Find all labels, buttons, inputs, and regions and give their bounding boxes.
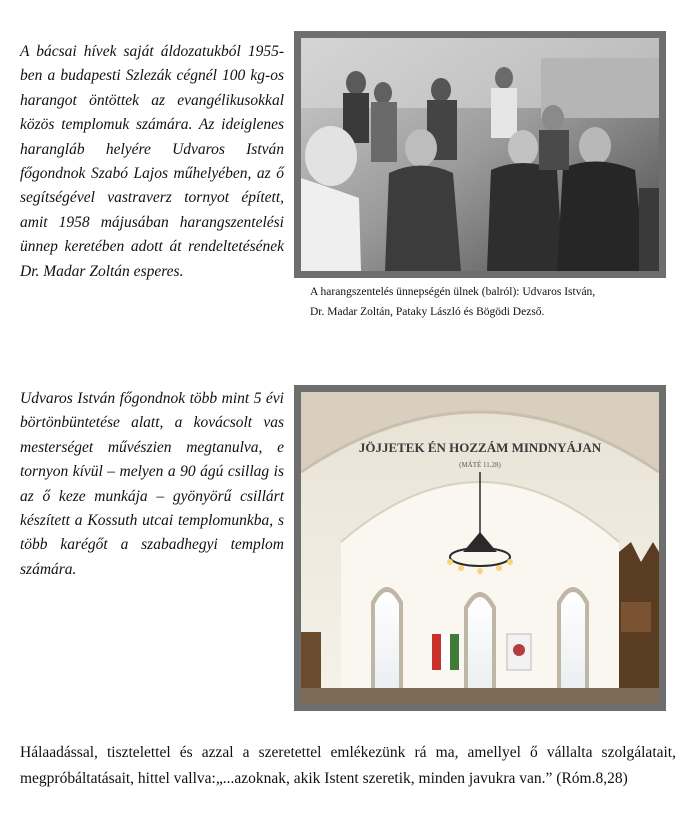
- arch-inscription: JÖJJETEK ÉN HOZZÁM MINDNYÁJAN: [358, 440, 602, 455]
- arch-reference: (MÁTÉ 11.28): [459, 461, 501, 469]
- photo-church-interior-image: [301, 392, 659, 704]
- paragraph-closing-remembrance: Hálaadással, tisztelettel és azzal a szeretettel emlékezünk rá ma, amellyel ő vállalta szolgálatait, megpróbáltatásait, hittel vallva:„...azoknak, akik Istent szeretik, minden javukra van.” (Róm.8,28): [20, 744, 676, 787]
- photo-bell-consecration: [294, 31, 666, 278]
- photo-church-interior: [294, 385, 666, 711]
- photo-caption: [310, 282, 670, 322]
- paragraph-bell-history: A bácsai hívek saját áldozatukból 1955-ben a budapesti Szlezák cégnél 100 kg-os harangot öntöttek az evangélikusokkal közös templomuk számára. Az ideiglenes harangláb helyére Udvaros István főgondnok Szabó Lajos műhelyében, az ő segítségével vastraverz tornyot épített, amit 1958 májusában harangszentelési ünnep keretében adott át rendeltetésének Dr. Madar Zoltán esperes.: [20, 43, 284, 280]
- photo-bell-consecration-image: [301, 38, 659, 271]
- paragraph-blacksmith-work: Udvaros István főgondnok több mint 5 évi börtönbüntetése alatt, a kovácsolt vas mesterséget művészien megtanulva, e tornyon kívül – melyen a 90 ágú csillag is az ő keze munkája – gyönyörű csillárt készített a Kossuth utcai templomunkba, s több karégőt a szabadhegyi templom számára.: [20, 390, 284, 578]
- caption-line-2: Dr. Madar Zoltán, Pataky László és Bögödi Dezső.: [310, 306, 545, 318]
- caption-line-1: A harangszentelés ünnepségén ülnek (balról): Udvaros István,: [310, 286, 596, 298]
